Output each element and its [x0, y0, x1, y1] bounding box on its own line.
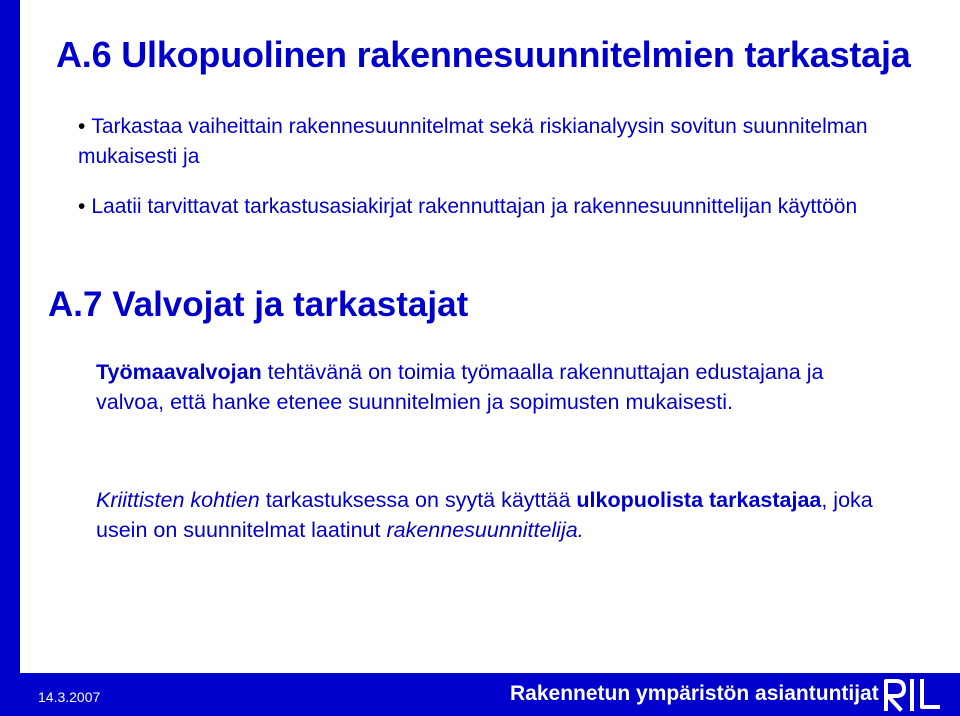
section-subtitle: A.7 Valvojat ja tarkastajat: [48, 285, 469, 324]
footer-date: 14.3.2007: [38, 689, 101, 705]
bullet-text: Tarkastaa vaiheittain rakennesuunnitelmat sekä riskianalyysin sovitun suunnitelman mukaisesti ja: [78, 115, 868, 168]
paragraph-text: tehtävänä on toimia työmaalla rakennuttajan edustajana ja valvoa, että hanke etenee suunnitelmien ja sopimusten mukaisesti.: [96, 360, 824, 414]
term-critical-points: Kriittisten kohtien: [96, 488, 260, 512]
paragraph-site-supervisor: [96, 358, 886, 417]
bullet-item: [78, 192, 898, 222]
bullet-item: [78, 112, 898, 172]
paragraph-external-inspector: [96, 486, 886, 545]
term-structural-designer: rakennesuunnittelija.: [386, 517, 584, 542]
paragraph-text: , joka usein on suunnitelmat laatinut: [96, 488, 873, 542]
slide-title: A.6 Ulkopuolinen rakennesuunnitelmien tarkastaja: [56, 34, 911, 75]
bullet-text: Laatii tarvittavat tarkastusasiakirjat rakennuttajan ja rakennesuunnittelijan käyttöön: [91, 195, 858, 218]
paragraph-text: tarkastuksessa on syytä käyttää: [259, 488, 577, 512]
left-accent-bar: [0, 0, 20, 716]
bullet-icon: •: [78, 115, 86, 138]
footer-bar: [0, 673, 960, 716]
term-site-supervisor: Työmaavalvojan: [96, 360, 262, 384]
term-external-inspector: ulkopuolista tarkastajaa: [576, 488, 822, 512]
bullet-icon: •: [78, 195, 86, 218]
ril-logo-icon: [880, 676, 944, 712]
bullet-list: [78, 112, 898, 242]
footer-organization: Rakennetun ympäristön asiantuntijat: [510, 682, 879, 705]
